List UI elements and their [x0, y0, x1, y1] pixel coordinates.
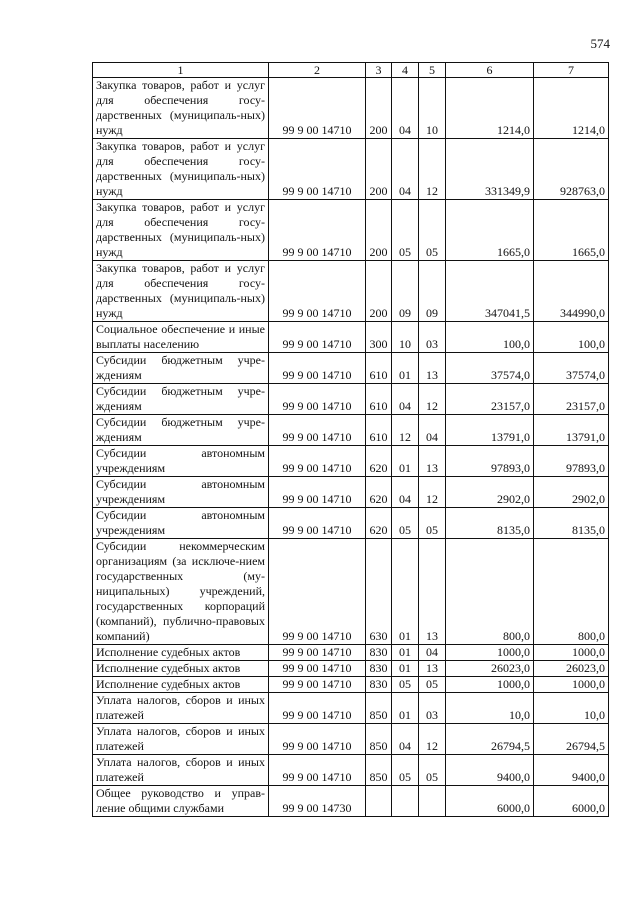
table-row [93, 139, 609, 200]
cell-expense-type: 610 [366, 384, 392, 415]
cell-amount-col7: 26794,5 [534, 724, 609, 755]
cell-expense-type: 850 [366, 693, 392, 724]
cell-subsection: 03 [419, 693, 446, 724]
cell-amount-col7: 37574,0 [534, 353, 609, 384]
cell-amount-col6: 331349,9 [446, 139, 534, 200]
cell-amount-col7: 1000,0 [534, 677, 609, 693]
table-row [93, 755, 609, 786]
table-row [93, 261, 609, 322]
cell-target-code: 99 9 00 14710 [269, 353, 366, 384]
cell-amount-col6: 1214,0 [446, 78, 534, 139]
cell-name: Социальное обеспечение и иные выплаты населению [93, 322, 269, 353]
cell-subsection: 12 [419, 724, 446, 755]
cell-expense-type: 830 [366, 661, 392, 677]
cell-amount-col7: 6000,0 [534, 786, 609, 817]
cell-name: Закупка товаров, работ и услуг для обеспечения госу-дарственных (муниципаль-ных) нужд [93, 78, 269, 139]
table-row [93, 322, 609, 353]
cell-expense-type: 200 [366, 200, 392, 261]
cell-section: 09 [392, 261, 419, 322]
cell-name: Закупка товаров, работ и услуг для обеспечения госу-дарственных (муниципаль-ных) нужд [93, 261, 269, 322]
cell-amount-col7: 928763,0 [534, 139, 609, 200]
cell-subsection: 12 [419, 384, 446, 415]
table-row [93, 353, 609, 384]
table-row [93, 693, 609, 724]
cell-expense-type: 200 [366, 78, 392, 139]
cell-subsection: 12 [419, 139, 446, 200]
cell-section: 04 [392, 384, 419, 415]
cell-amount-col6: 23157,0 [446, 384, 534, 415]
cell-expense-type: 620 [366, 446, 392, 477]
cell-subsection: 05 [419, 508, 446, 539]
cell-section: 04 [392, 724, 419, 755]
cell-expense-type: 200 [366, 139, 392, 200]
cell-amount-col7: 9400,0 [534, 755, 609, 786]
cell-target-code: 99 9 00 14730 [269, 786, 366, 817]
cell-name: Субсидии бюджетным учре-ждениям [93, 353, 269, 384]
cell-name: Исполнение судебных актов [93, 645, 269, 661]
cell-subsection: 13 [419, 661, 446, 677]
cell-name: Субсидии автономным учреждениям [93, 446, 269, 477]
table-row [93, 415, 609, 446]
table-row [93, 724, 609, 755]
cell-target-code: 99 9 00 14710 [269, 322, 366, 353]
cell-expense-type: 830 [366, 677, 392, 693]
cell-amount-col6: 1000,0 [446, 677, 534, 693]
cell-section: 01 [392, 693, 419, 724]
cell-amount-col7: 8135,0 [534, 508, 609, 539]
cell-name: Исполнение судебных актов [93, 677, 269, 693]
cell-name: Субсидии автономным учреждениям [93, 477, 269, 508]
cell-amount-col6: 9400,0 [446, 755, 534, 786]
table-row [93, 661, 609, 677]
header-col-7: 7 [534, 63, 609, 78]
cell-subsection: 13 [419, 353, 446, 384]
page-number: 574 [590, 36, 610, 51]
cell-subsection: 12 [419, 477, 446, 508]
cell-target-code: 99 9 00 14710 [269, 661, 366, 677]
cell-name: Закупка товаров, работ и услуг для обеспечения госу-дарственных (муниципаль-ных) нужд [93, 200, 269, 261]
cell-target-code: 99 9 00 14710 [269, 755, 366, 786]
cell-name: Субсидии автономным учреждениям [93, 508, 269, 539]
cell-target-code: 99 9 00 14710 [269, 645, 366, 661]
table-row [93, 508, 609, 539]
table-row [93, 677, 609, 693]
cell-name: Субсидии бюджетным учре-ждениям [93, 384, 269, 415]
cell-amount-col7: 2902,0 [534, 477, 609, 508]
cell-amount-col6: 97893,0 [446, 446, 534, 477]
cell-amount-col7: 10,0 [534, 693, 609, 724]
table-row [93, 645, 609, 661]
header-col-1: 1 [93, 63, 269, 78]
cell-name: Уплата налогов, сборов и иных платежей [93, 693, 269, 724]
cell-expense-type [366, 786, 392, 817]
cell-target-code: 99 9 00 14710 [269, 477, 366, 508]
cell-target-code: 99 9 00 14710 [269, 677, 366, 693]
cell-expense-type: 630 [366, 539, 392, 645]
cell-name: Уплата налогов, сборов и иных платежей [93, 755, 269, 786]
cell-section: 04 [392, 78, 419, 139]
cell-target-code: 99 9 00 14710 [269, 724, 366, 755]
cell-subsection: 13 [419, 446, 446, 477]
cell-target-code: 99 9 00 14710 [269, 78, 366, 139]
cell-name: Уплата налогов, сборов и иных платежей [93, 724, 269, 755]
cell-amount-col7: 26023,0 [534, 661, 609, 677]
cell-target-code: 99 9 00 14710 [269, 446, 366, 477]
cell-subsection: 13 [419, 539, 446, 645]
cell-amount-col6: 2902,0 [446, 477, 534, 508]
cell-expense-type: 620 [366, 477, 392, 508]
table-row [93, 539, 609, 645]
cell-subsection: 05 [419, 677, 446, 693]
cell-target-code: 99 9 00 14710 [269, 261, 366, 322]
cell-section: 05 [392, 755, 419, 786]
table-row [93, 384, 609, 415]
cell-amount-col6: 6000,0 [446, 786, 534, 817]
cell-name: Закупка товаров, работ и услуг для обеспечения госу-дарственных (муниципаль-ных) нужд [93, 139, 269, 200]
cell-subsection: 04 [419, 645, 446, 661]
table-row [93, 200, 609, 261]
cell-target-code: 99 9 00 14710 [269, 200, 366, 261]
cell-target-code: 99 9 00 14710 [269, 415, 366, 446]
cell-target-code: 99 9 00 14710 [269, 139, 366, 200]
table-header-row [93, 63, 609, 78]
cell-section [392, 786, 419, 817]
cell-amount-col7: 13791,0 [534, 415, 609, 446]
cell-amount-col6: 1665,0 [446, 200, 534, 261]
cell-amount-col6: 800,0 [446, 539, 534, 645]
header-col-3: 3 [366, 63, 392, 78]
cell-subsection: 03 [419, 322, 446, 353]
cell-expense-type: 610 [366, 415, 392, 446]
cell-amount-col6: 347041,5 [446, 261, 534, 322]
cell-name: Субсидии бюджетным учре-ждениям [93, 415, 269, 446]
cell-amount-col6: 13791,0 [446, 415, 534, 446]
cell-expense-type: 850 [366, 724, 392, 755]
cell-amount-col6: 26794,5 [446, 724, 534, 755]
cell-amount-col7: 1214,0 [534, 78, 609, 139]
cell-subsection: 09 [419, 261, 446, 322]
budget-table [92, 62, 609, 817]
cell-subsection: 05 [419, 200, 446, 261]
cell-amount-col6: 10,0 [446, 693, 534, 724]
table-row [93, 446, 609, 477]
header-col-5: 5 [419, 63, 446, 78]
cell-section: 01 [392, 446, 419, 477]
cell-subsection: 10 [419, 78, 446, 139]
cell-section: 04 [392, 477, 419, 508]
cell-amount-col6: 8135,0 [446, 508, 534, 539]
cell-amount-col6: 26023,0 [446, 661, 534, 677]
cell-section: 01 [392, 539, 419, 645]
cell-expense-type: 200 [366, 261, 392, 322]
cell-amount-col6: 1000,0 [446, 645, 534, 661]
cell-target-code: 99 9 00 14710 [269, 539, 366, 645]
table-row [93, 78, 609, 139]
cell-amount-col7: 344990,0 [534, 261, 609, 322]
cell-amount-col7: 23157,0 [534, 384, 609, 415]
cell-target-code: 99 9 00 14710 [269, 508, 366, 539]
cell-expense-type: 830 [366, 645, 392, 661]
cell-section: 01 [392, 661, 419, 677]
cell-section: 12 [392, 415, 419, 446]
header-col-6: 6 [446, 63, 534, 78]
cell-section: 04 [392, 139, 419, 200]
cell-section: 01 [392, 353, 419, 384]
cell-expense-type: 850 [366, 755, 392, 786]
cell-amount-col6: 100,0 [446, 322, 534, 353]
cell-section: 10 [392, 322, 419, 353]
cell-subsection [419, 786, 446, 817]
cell-amount-col7: 1000,0 [534, 645, 609, 661]
header-col-2: 2 [269, 63, 366, 78]
cell-amount-col7: 97893,0 [534, 446, 609, 477]
cell-section: 05 [392, 508, 419, 539]
cell-expense-type: 610 [366, 353, 392, 384]
header-col-4: 4 [392, 63, 419, 78]
cell-amount-col7: 800,0 [534, 539, 609, 645]
cell-section: 05 [392, 677, 419, 693]
cell-amount-col7: 100,0 [534, 322, 609, 353]
cell-section: 01 [392, 645, 419, 661]
cell-subsection: 05 [419, 755, 446, 786]
cell-target-code: 99 9 00 14710 [269, 693, 366, 724]
cell-name: Общее руководство и управ-ление общими службами [93, 786, 269, 817]
cell-section: 05 [392, 200, 419, 261]
cell-expense-type: 300 [366, 322, 392, 353]
cell-amount-col7: 1665,0 [534, 200, 609, 261]
cell-amount-col6: 37574,0 [446, 353, 534, 384]
table-row [93, 786, 609, 817]
cell-expense-type: 620 [366, 508, 392, 539]
cell-subsection: 04 [419, 415, 446, 446]
table-row [93, 477, 609, 508]
cell-name: Субсидии некоммерческим организациям (за исключе-нием государственных (му-ниципальных) учреждений, государственных корпораций (компаний), публично-правовых компаний) [93, 539, 269, 645]
cell-name: Исполнение судебных актов [93, 661, 269, 677]
cell-target-code: 99 9 00 14710 [269, 384, 366, 415]
